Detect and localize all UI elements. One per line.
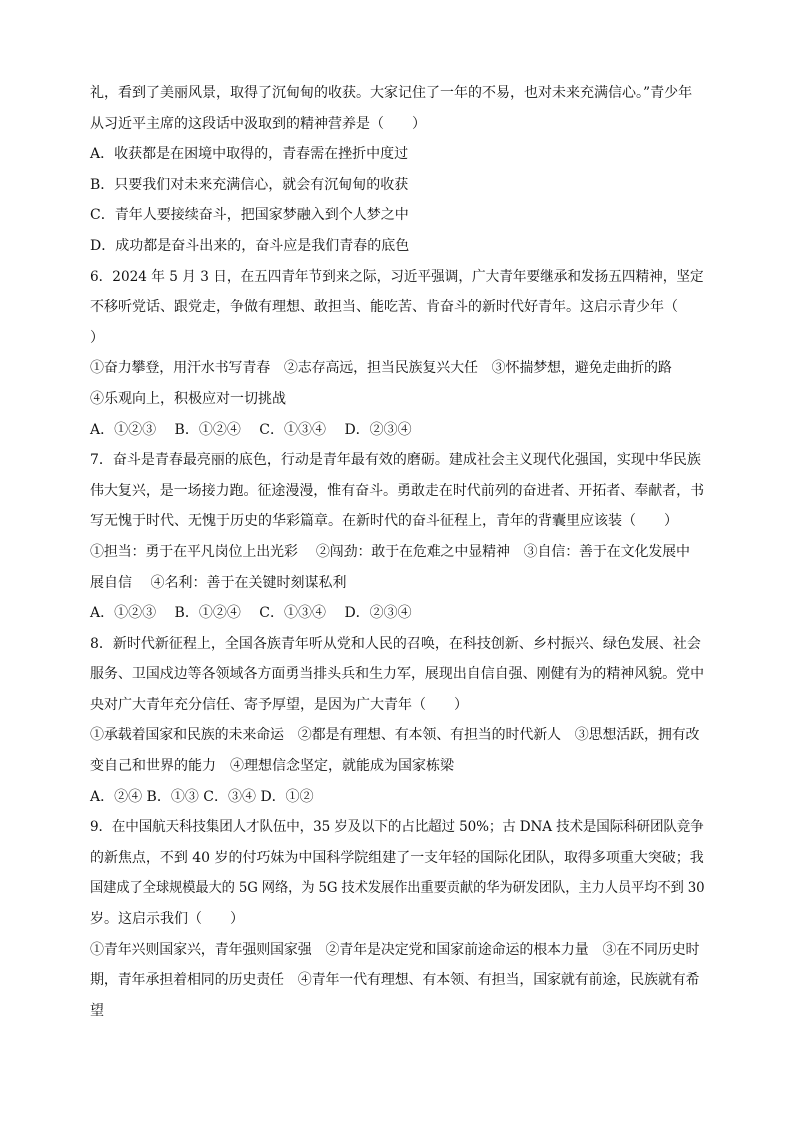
q6-statements-line-1: ①奋力攀登，用汗水书写青春 ②志存高远，担当民族复兴大任 ③怀揣梦想，避免走曲折的路 xyxy=(90,360,672,377)
q5-option-c: C．青年人要接续奋斗，把国家梦融入到个人梦之中 xyxy=(90,207,409,224)
q6-stem-line-1: 6．2024 年 5 月 3 日，在五四青年节到来之际，习近平强调，广大青年要继承和发扬五四精神，坚定 xyxy=(90,268,704,285)
q7-stem-line-2: 伟大复兴，是一场接力跑。征途漫漫，惟有奋斗。勇敢走在时代前列的奋进者、开拓者、奉献者，书 xyxy=(90,482,705,499)
q6-stem-line-2: 不移听党话、跟党走，争做有理想、敢担当、能吃苦、肯奋斗的新时代好青年。这启示青少年（ xyxy=(90,299,678,316)
q9-stem-line-3: 国建成了全球规模最大的 5G 网络，为 5G 技术发展作出重要贡献的华为研发团队，主力人员平均不到 30 xyxy=(90,880,705,897)
q5-option-a: A．收获都是在困境中取得的，青春需在挫折中度过 xyxy=(90,146,409,163)
q6-stem-line-3: ） xyxy=(90,329,104,346)
q9-statements-line-3: 望 xyxy=(90,1002,104,1019)
q8-stem-line-2: 服务、卫国戍边等各领域各方面勇当排头兵和生力军，展现出自信自强、刚健有为的精神风貌。党中 xyxy=(90,666,705,683)
q7-statements-line-1: ①担当：勇于在平凡岗位上出光彩 ②闯劲：敢于在危难之中显精神 ③自信：善于在文化发展中 xyxy=(90,543,690,560)
q7-answer-options: A．①②③ B．①②④ C．①③④ D．②③④ xyxy=(90,605,412,622)
q5-stem-line-2: 从习近平主席的这段话中汲取到的精神营养是（ ） xyxy=(90,115,426,132)
q8-statements-line-2: 变自己和世界的能力 ④理想信念坚定，就能成为国家栋梁 xyxy=(90,758,454,775)
q6-statements-line-2: ④乐观向上，积极应对一切挑战 xyxy=(90,390,286,407)
q9-stem-line-4: 岁。这启示我们（ ） xyxy=(90,911,244,928)
q8-statements-line-1: ①承载着国家和民族的未来命运 ②都是有理想、有本领、有担当的时代新人 ③思想活跃，拥有改 xyxy=(90,727,700,744)
q8-stem-line-3: 央对广大青年充分信任、寄予厚望，是因为广大青年（ ） xyxy=(90,696,468,713)
q9-stem-line-2: 的新焦点，不到 40 岁的付巧妹为中国科学院组建了一支年轻的国际化团队，取得多项重大突破；我 xyxy=(90,849,704,866)
q6-answer-options: A．①②③ B．①②④ C．①③④ D．②③④ xyxy=(90,421,412,438)
q5-stem-line-1: 礼，看到了美丽风景，取得了沉甸甸的收获。大家记住了一年的不易，也对未来充满信心。”青少年 xyxy=(90,85,693,101)
q8-stem-line-1: 8．新时代新征程上，全国各族青年听从党和人民的召唤，在科技创新、乡村振兴、绿色发展、社会 xyxy=(90,635,701,652)
q7-stem-line-3: 写无愧于时代、无愧于历史的华彩篇章。在新时代的奋斗征程上，青年的背囊里应该装（ ） xyxy=(90,513,678,530)
q9-stem-line-1: 9．在中国航天科技集团人才队伍中，35 岁及以下的占比超过 50%；古 DNA 技术是国际科研团队竞争 xyxy=(90,819,704,836)
q9-statements-line-1: ①青年兴则国家兴，青年强则国家强 ②青年是决定党和国家前途命运的根本力量 ③在不同历史时 xyxy=(90,941,700,958)
q5-option-d: D．成功都是奋斗出来的，奋斗应是我们青春的底色 xyxy=(90,237,410,254)
question-text-block xyxy=(90,78,704,1026)
q5-option-b: B．只要我们对未来充满信心，就会有沉甸甸的收获 xyxy=(90,176,409,193)
q9-statements-line-2: 期，青年承担着相同的历史责任 ④青年一代有理想、有本领、有担当，国家就有前途，民族就有希 xyxy=(90,972,700,989)
q7-stem-line-1: 7．奋斗是青春最亮丽的底色，行动是青年最有效的磨砺。建成社会主义现代化强国，实现中华民族 xyxy=(90,452,701,469)
q8-answer-options: A．②④ B．①③ C．③④ D．①② xyxy=(90,788,314,805)
q7-statements-line-2: 展自信 ④名利：善于在关键时刻谋私利 xyxy=(90,574,347,591)
